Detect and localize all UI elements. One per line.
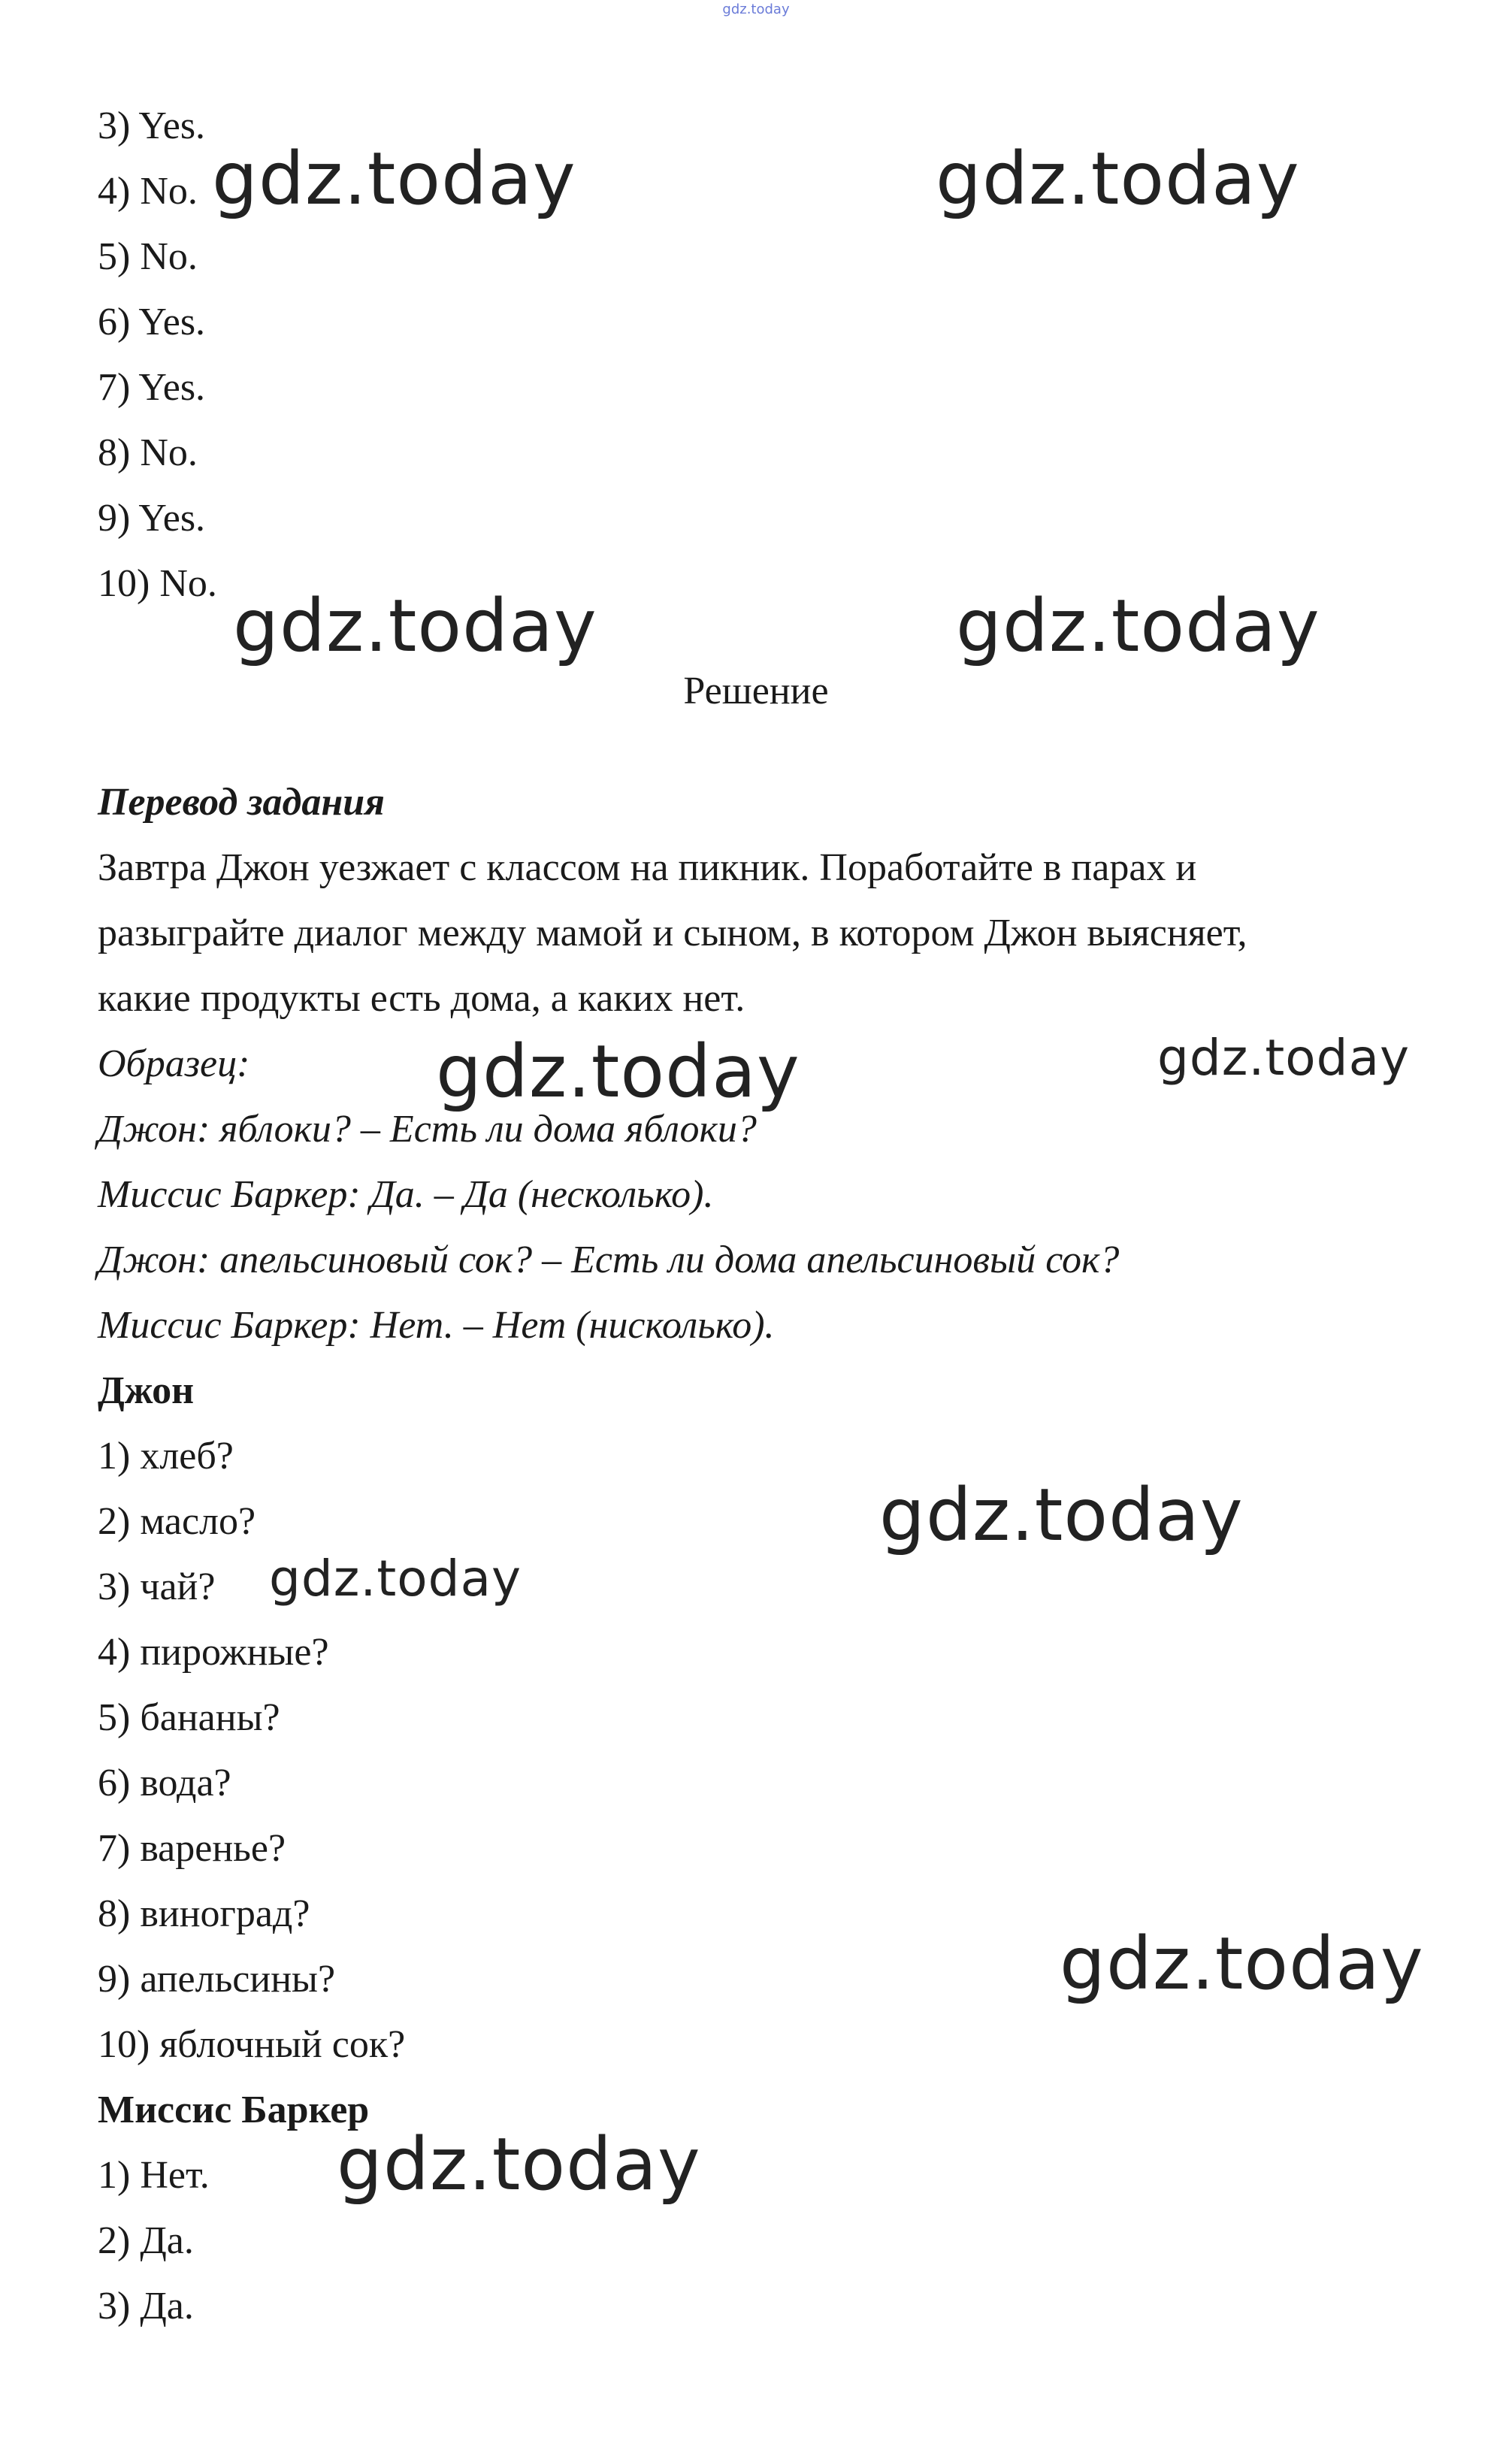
example-label: Образец: xyxy=(98,1042,250,1085)
watermark-text: gdz.today xyxy=(1157,1029,1411,1087)
example-line: Джон: апельсиновый сок? – Есть ли дома апельсиновый сок? xyxy=(98,1239,1120,1281)
watermark-text: gdz.today xyxy=(436,1030,800,1114)
example-line: Джон: яблоки? – Есть ли дома яблоки? xyxy=(98,1108,757,1151)
solution-heading: Решение xyxy=(683,670,829,712)
translation-line: разыграйте диалог между мамой и сыном, в котором Джон выясняет, xyxy=(98,912,1247,954)
translation-heading: Перевод задания xyxy=(98,781,385,824)
watermark-text: gdz.today xyxy=(879,1473,1244,1557)
answer-item: 8) No. xyxy=(98,431,198,474)
john-item: 4) пирожные? xyxy=(98,1631,329,1674)
watermark-text: gdz.today xyxy=(269,1550,522,1608)
mrs-barker-item: 2) Да. xyxy=(98,2219,194,2262)
watermark-text: gdz.today xyxy=(936,137,1300,221)
answer-item: 10) No. xyxy=(98,562,217,605)
watermark-text: gdz.today xyxy=(233,584,597,668)
answer-item: 6) Yes. xyxy=(98,301,206,343)
answer-item: 4) No. xyxy=(98,170,198,213)
watermark-text: gdz.today xyxy=(956,584,1320,668)
john-item: 10) яблочный сок? xyxy=(98,2023,406,2066)
john-heading: Джон xyxy=(98,1369,195,1412)
translation-line: какие продукты есть дома, а каких нет. xyxy=(98,977,745,1020)
mrs-barker-heading: Миссис Баркер xyxy=(98,2089,370,2131)
watermark-text: gdz.today xyxy=(212,137,576,221)
watermark-text: gdz.today xyxy=(1060,1922,1424,2006)
watermark-text: gdz.today xyxy=(337,2122,701,2207)
john-item: 2) масло? xyxy=(98,1500,256,1543)
john-item: 1) хлеб? xyxy=(98,1435,234,1478)
example-line: Миссис Баркер: Нет. – Нет (нисколько). xyxy=(98,1304,775,1347)
answer-item: 5) No. xyxy=(98,235,198,278)
answer-item: 3) Yes. xyxy=(98,104,206,147)
mrs-barker-item: 1) Нет. xyxy=(98,2154,210,2197)
john-item: 7) варенье? xyxy=(98,1827,286,1870)
answer-item: 9) Yes. xyxy=(98,497,206,540)
translation-line: Завтра Джон уезжает с классом на пикник. Поработайте в парах и xyxy=(98,846,1197,889)
mrs-barker-item: 3) Да. xyxy=(98,2285,194,2328)
john-item: 9) апельсины? xyxy=(98,1958,336,2001)
answer-item: 7) Yes. xyxy=(98,366,206,409)
watermark-top: gdz.today xyxy=(722,2,790,17)
john-item: 6) вода? xyxy=(98,1762,231,1804)
john-item: 8) виноград? xyxy=(98,1892,310,1935)
john-item: 3) чай? xyxy=(98,1565,216,1608)
example-line: Миссис Баркер: Да. – Да (несколько). xyxy=(98,1173,714,1216)
john-item: 5) бананы? xyxy=(98,1696,280,1739)
